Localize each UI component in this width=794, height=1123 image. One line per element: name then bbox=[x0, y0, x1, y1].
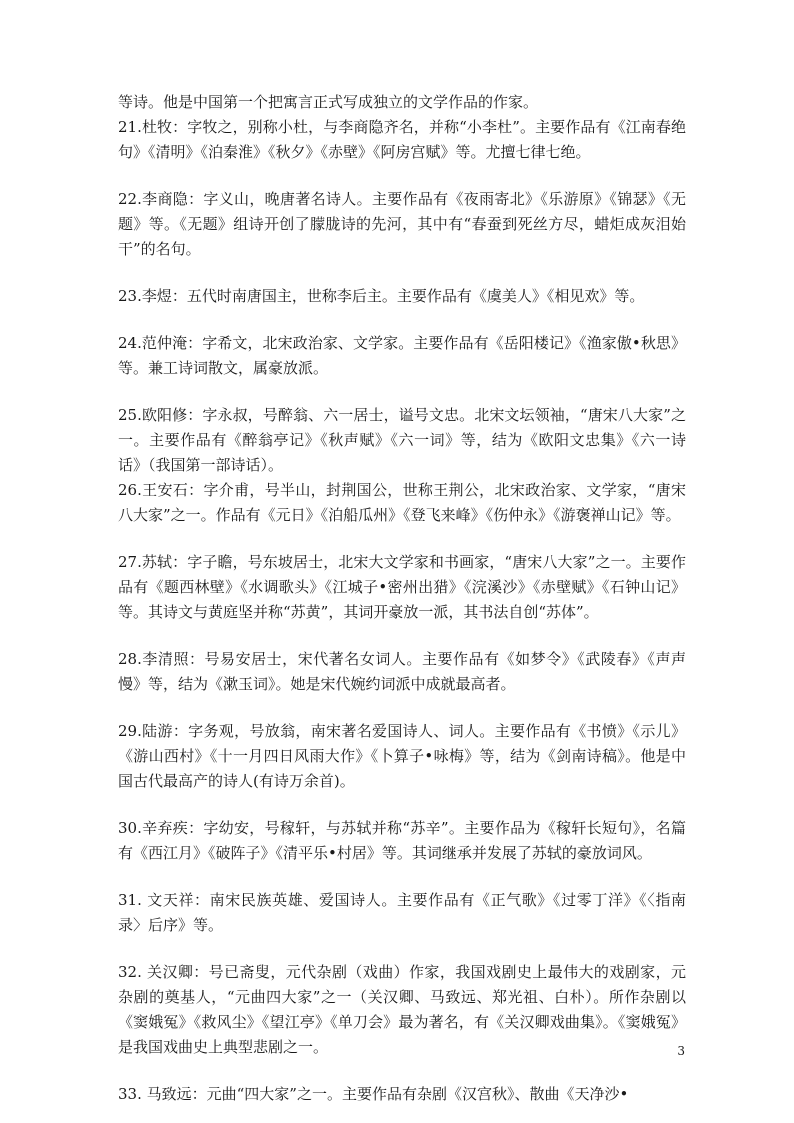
paragraph-intro-continuation: 等诗。他是中国第一个把寓言正式写成独立的文学作品的作家。 bbox=[118, 93, 539, 111]
page-number: 3 bbox=[677, 1044, 685, 1058]
entry-31-wen-tianxiang: 31. 文天祥：南宋民族英雄、爱国诗人。主要作品有《正气歌》《过零丁洋》《〈指南录〉后序》等。 bbox=[118, 891, 686, 934]
entry-22-li-shangyin: 22.李商隐：字义山，晚唐著名诗人。主要作品有《夜雨寄北》《乐游原》《锦瑟》《无题》等。《无题》组诗开创了朦胧诗的先河，其中有“春蚕到死丝方尽，蜡炬成灰泪始干”的名句。 bbox=[118, 190, 686, 258]
entry-27-su-shi: 27.苏轼：字子瞻，号东坡居士，北宋大文学家和书画家，“唐宋八大家”之一。主要作品有《题西林壁》《水调歌头》《江城子•密州出猎》《浣溪沙》《赤壁赋》《石钟山记》等。其诗文与黄庭坚并称“苏黄”，其词开豪放一派，其书法自创“苏体”。 bbox=[118, 553, 686, 621]
entry-29-lu-you: 29.陆游：字务观，号放翁，南宋著名爱国诗人、词人。主要作品有《书愤》《示儿》《游山西村》《十一月四日风雨大作》《卜算子•咏梅》等，结为《剑南诗稿》。他是中国古代最高产的诗人(有诗万余首)。 bbox=[118, 722, 686, 790]
entry-33-ma-zhiyuan: 33. 马致远：元曲“四大家”之一。主要作品有杂剧《汉宫秋》、散曲《天净沙• bbox=[118, 1085, 629, 1103]
entry-30-xin-qiji: 30.辛弃疾：字幼安，号稼轩，与苏轼并称“苏辛”。主要作品为《稼轩长短句》，名篇有《西江月》《破阵子》《清平乐•村居》等。其词继承并发展了苏轼的豪放词风。 bbox=[118, 819, 686, 862]
page-content bbox=[118, 90, 686, 1107]
entry-26-wang-anshi: 26.王安石：字介甫，号半山，封荆国公，世称王荆公，北宋政治家、文学家，“唐宋八大家”之一。作品有《元日》《泊船瓜州》《登飞来峰》《伤仲永》《游褒禅山记》等。 bbox=[118, 481, 686, 524]
entry-24-fan-zhongyan: 24.范仲淹：字希文，北宋政治家、文学家。主要作品有《岳阳楼记》《渔家傲•秋思》等。兼工诗词散文，属豪放派。 bbox=[118, 334, 686, 377]
entry-32-guan-hanqing: 32. 关汉卿：号已斋叟，元代杂剧（戏曲）作家，我国戏剧史上最伟大的戏剧家，元杂剧的奠基人，“元曲四大家”之一（关汉卿、马致远、郑光祖、白朴）。所作杂剧以《窦娥冤》《救风尘》《望江亭》《单刀会》最为著名，有《关汉卿戏曲集》。《窦娥冤》是我国戏曲史上典型悲剧之一。 bbox=[118, 963, 686, 1056]
entry-21-du-mu: 21.杜牧：字牧之，别称小杜，与李商隐齐名，并称“小李杜”。主要作品有《江南春绝句》《清明》《泊秦淮》《秋夕》《赤壁》《阿房宫赋》等。尤擅七律七绝。 bbox=[118, 118, 686, 161]
entry-23-li-yu: 23.李煜：五代时南唐国主，世称李后主。主要作品有《虞美人》《相见欢》等。 bbox=[118, 287, 645, 305]
entry-28-li-qingzhao: 28.李清照：号易安居士，宋代著名女词人。主要作品有《如梦令》《武陵春》《声声慢》等，结为《漱玉词》。她是宋代婉约词派中成就最高者。 bbox=[118, 650, 686, 693]
entry-25-ouyang-xiu: 25.欧阳修：字永叔，号醉翁、六一居士，谥号文忠。北宋文坛领袖，“唐宋八大家”之一。主要作品有《醉翁亭记》《秋声赋》《六一词》等，结为《欧阳文忠集》《六一诗话》（我国第一部诗话）。 bbox=[118, 406, 686, 474]
